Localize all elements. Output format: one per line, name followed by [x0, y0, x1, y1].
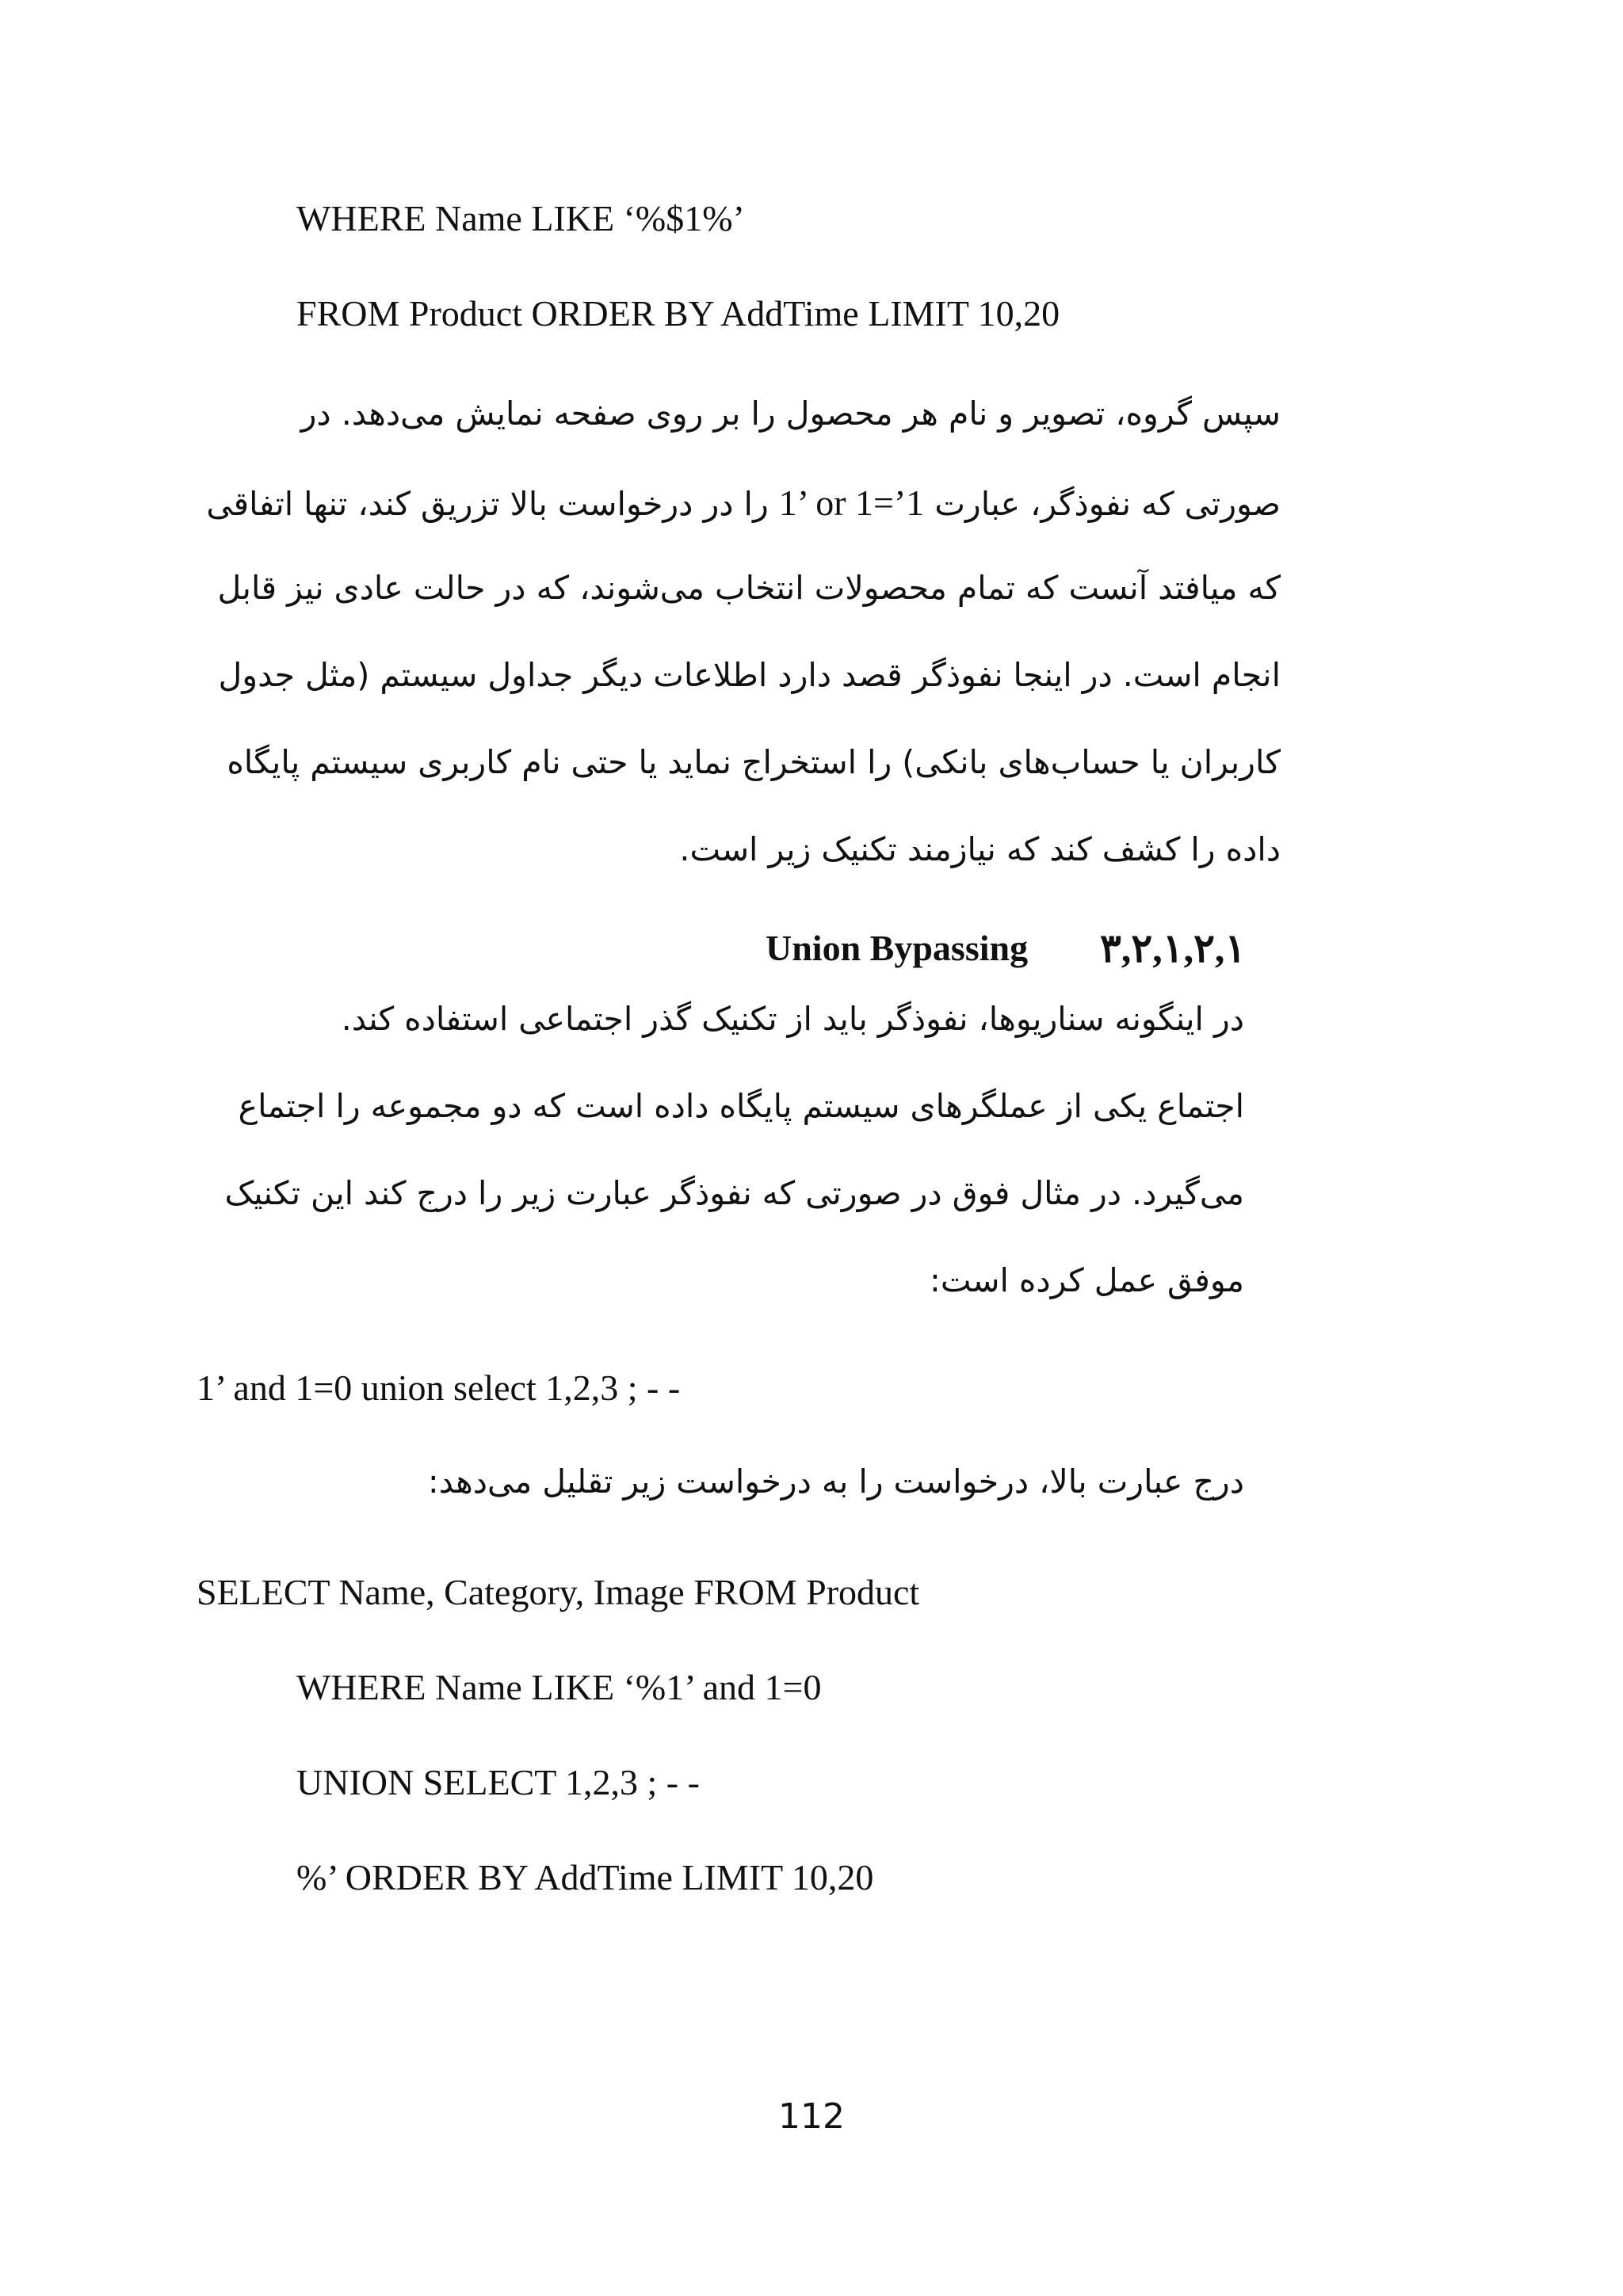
code-line-where-injected: WHERE Name LIKE ‘%1’ and 1=0 — [296, 1667, 822, 1707]
injection-string: 1’ and 1=0 union select 1,2,3 ; - - — [197, 1367, 681, 1408]
paragraph-1-line-2-after: را در درخواست بالا تزریق کند، تنها اتفاقی — [206, 485, 769, 523]
paragraph-2-line-1: در اینگونه سناریوها، نفوذگر باید از تکنیک گذر اجتماعی استفاده کند. — [341, 1000, 1244, 1038]
paragraph-1-line-1: سپس گروه، تصویر و نام هر محصول را بر روی صفحه نمایش می‌دهد. در — [300, 395, 1281, 433]
code-line-order: %’ ORDER BY AddTime LIMIT 10,20 — [296, 1857, 874, 1897]
code-line-union: UNION SELECT 1,2,3 ; - - — [296, 1762, 700, 1802]
code-line-where: WHERE Name LIKE ‘%$1%’ — [296, 198, 745, 238]
paragraph-2-line-3: می‌گیرد. در مثال فوق در صورتی که نفوذگر عبارت زیر را درج کند این تکنیک — [224, 1174, 1244, 1212]
paragraph-1-line-2 — [206, 482, 1281, 524]
code-line-select: SELECT Name, Category, Image FROM Product — [197, 1572, 920, 1612]
paragraph-1-line-3: که میافتد آنست که تمام محصولات انتخاب می‌شوند، که در حالت عادی نیز قابل — [217, 569, 1281, 607]
inline-injection-code: 1’ or 1=’1 — [778, 482, 925, 523]
paragraph-1-line-4: انجام است. در اینجا نفوذگر قصد دارد اطلاعات دیگر جداول سیستم (مثل جدول — [218, 656, 1281, 694]
section-heading-title: Union Bypassing — [766, 928, 1029, 968]
paragraph-1-line-6: داده را کشف کند که نیازمند تکنیک زیر است. — [679, 830, 1281, 868]
paragraph-1-line-2-before: صورتی که نفوذگر، عبارت — [934, 485, 1281, 523]
section-heading-number: ۳,۲,۱,۲,۱ — [1100, 926, 1247, 971]
code-line-from: FROM Product ORDER BY AddTime LIMIT 10,20 — [296, 293, 1060, 334]
paragraph-2-line-4: موفق عمل کرده است: — [930, 1261, 1244, 1299]
paragraph-2-line-2: اجتماع یکی از عملگرهای سیستم پایگاه داده است که دو مجموعه را اجتماع — [238, 1087, 1244, 1125]
page-number: 112 — [778, 2096, 845, 2137]
paragraph-3: درج عبارت بالا، درخواست را به درخواست زیر تقلیل می‌دهد: — [427, 1463, 1244, 1501]
paragraph-1-line-5: کاربران یا حساب‌های بانکی) را استخراج نماید یا حتی نام کاربری سیستم پایگاه — [227, 743, 1281, 781]
